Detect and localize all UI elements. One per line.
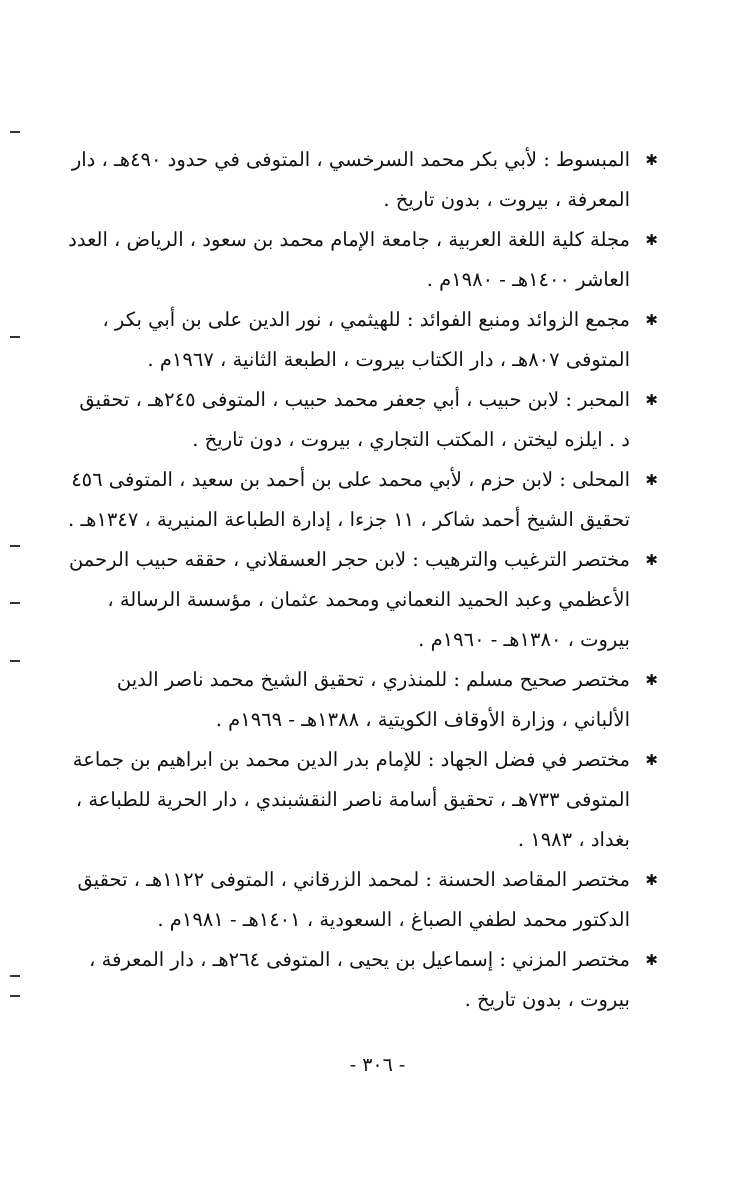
bibliography-entry — [71, 140, 658, 220]
asterisk-bullet-icon: ✱ — [645, 231, 658, 249]
asterisk-bullet-icon: ✱ — [645, 871, 658, 889]
bibliography-entry — [98, 660, 658, 740]
bibliography-entry — [98, 300, 658, 380]
bibliography-entry — [68, 540, 658, 660]
margin-mark — [10, 660, 20, 662]
margin-mark — [10, 545, 20, 547]
entry-line: مختصر الترغيب والترهيب : لابن حجر العسقلاني ، حققه حبيب الرحمن — [68, 548, 630, 571]
page-number: - ٣٠٦ - — [349, 1054, 406, 1076]
margin-mark — [10, 975, 20, 977]
entry-line: بيروت ، بدون تاريخ . — [464, 988, 630, 1011]
entry-line: العاشر ١٤٠٠هـ - ١٩٨٠م . — [426, 268, 630, 291]
entry-line: المعرفة ، بيروت ، بدون تاريخ . — [383, 188, 630, 211]
entry-line: المبسوط : لأبي بكر محمد السرخسي ، المتوفى في حدود ٤٩٠هـ ، دار — [71, 148, 630, 171]
entry-line: بغداد ، ١٩٨٣ . — [517, 828, 630, 851]
bibliography-list — [68, 140, 658, 1020]
entry-line: د . ايلزه ليختن ، المكتب التجاري ، بيروت ، دون تاريخ . — [192, 428, 630, 451]
asterisk-bullet-icon: ✱ — [645, 471, 658, 489]
asterisk-bullet-icon: ✱ — [645, 391, 658, 409]
margin-mark — [10, 602, 20, 604]
entry-line: المتوفى ٧٣٣هـ ، تحقيق أسامة ناصر النقشبندي ، دار الحرية للطباعة ، — [75, 788, 630, 811]
asterisk-bullet-icon: ✱ — [645, 151, 658, 169]
asterisk-bullet-icon: ✱ — [645, 671, 658, 689]
entry-line: بيروت ، ١٣٨٠هـ - ١٩٦٠م . — [418, 628, 630, 651]
entry-line: المتوفى ٨٠٧هـ ، دار الكتاب بيروت ، الطبعة الثانية ، ١٩٦٧م . — [147, 348, 630, 371]
asterisk-bullet-icon: ✱ — [645, 551, 658, 569]
bibliography-entry — [77, 860, 658, 940]
entry-line: الأعظمي وعبد الحميد النعماني ومحمد عثمان ، مؤسسة الرسالة ، — [107, 588, 630, 611]
bibliography-entry — [68, 460, 658, 540]
entry-line: مختصر المقاصد الحسنة : لمحمد الزرقاني ، المتوفى ١١٢٢هـ ، تحقيق — [77, 868, 630, 891]
asterisk-bullet-icon: ✱ — [645, 311, 658, 329]
bibliography-entry — [72, 740, 658, 860]
margin-mark — [10, 995, 20, 997]
entry-line: المحبر : لابن حبيب ، أبي جعفر محمد حبيب ، المتوفى ٢٤٥هـ ، تحقيق — [79, 388, 630, 411]
entry-line: المحلى : لابن حزم ، لأبي محمد على بن أحمد بن سعيد ، المتوفى ٤٥٦ — [71, 468, 630, 491]
entry-line: مجلة كلية اللغة العربية ، جامعة الإمام محمد بن سعود ، الرياض ، العدد — [68, 228, 630, 251]
asterisk-bullet-icon: ✱ — [645, 951, 658, 969]
entry-line: تحقيق الشيخ أحمد شاكر ، ١١ جزءا ، إدارة الطباعة المنيرية ، ١٣٤٧هـ . — [68, 508, 630, 531]
bibliography-entry — [89, 940, 658, 1020]
entry-line: مختصر في فضل الجهاد : للإمام بدر الدين محمد بن ابراهيم بن جماعة — [72, 748, 630, 771]
bibliography-entry — [68, 220, 658, 300]
asterisk-bullet-icon: ✱ — [645, 751, 658, 769]
bibliography-entry — [79, 380, 658, 460]
entry-line: مختصر صحيح مسلم : للمنذري ، تحقيق الشيخ محمد ناصر الدين — [116, 668, 630, 691]
entry-line: مختصر المزني : إسماعيل بن يحيى ، المتوفى ٢٦٤هـ ، دار المعرفة ، — [89, 948, 630, 971]
entry-line: الألباني ، وزارة الأوقاف الكويتية ، ١٣٨٨هـ - ١٩٦٩م . — [215, 708, 630, 731]
margin-mark — [10, 336, 20, 338]
entry-line: الدكتور محمد لطفي الصباغ ، السعودية ، ١٤٠١هـ - ١٩٨١م . — [157, 908, 630, 931]
margin-mark — [10, 131, 20, 133]
entry-line: مجمع الزوائد ومنبع الفوائد : للهيثمي ، نور الدين على بن أبي بكر ، — [102, 308, 630, 331]
